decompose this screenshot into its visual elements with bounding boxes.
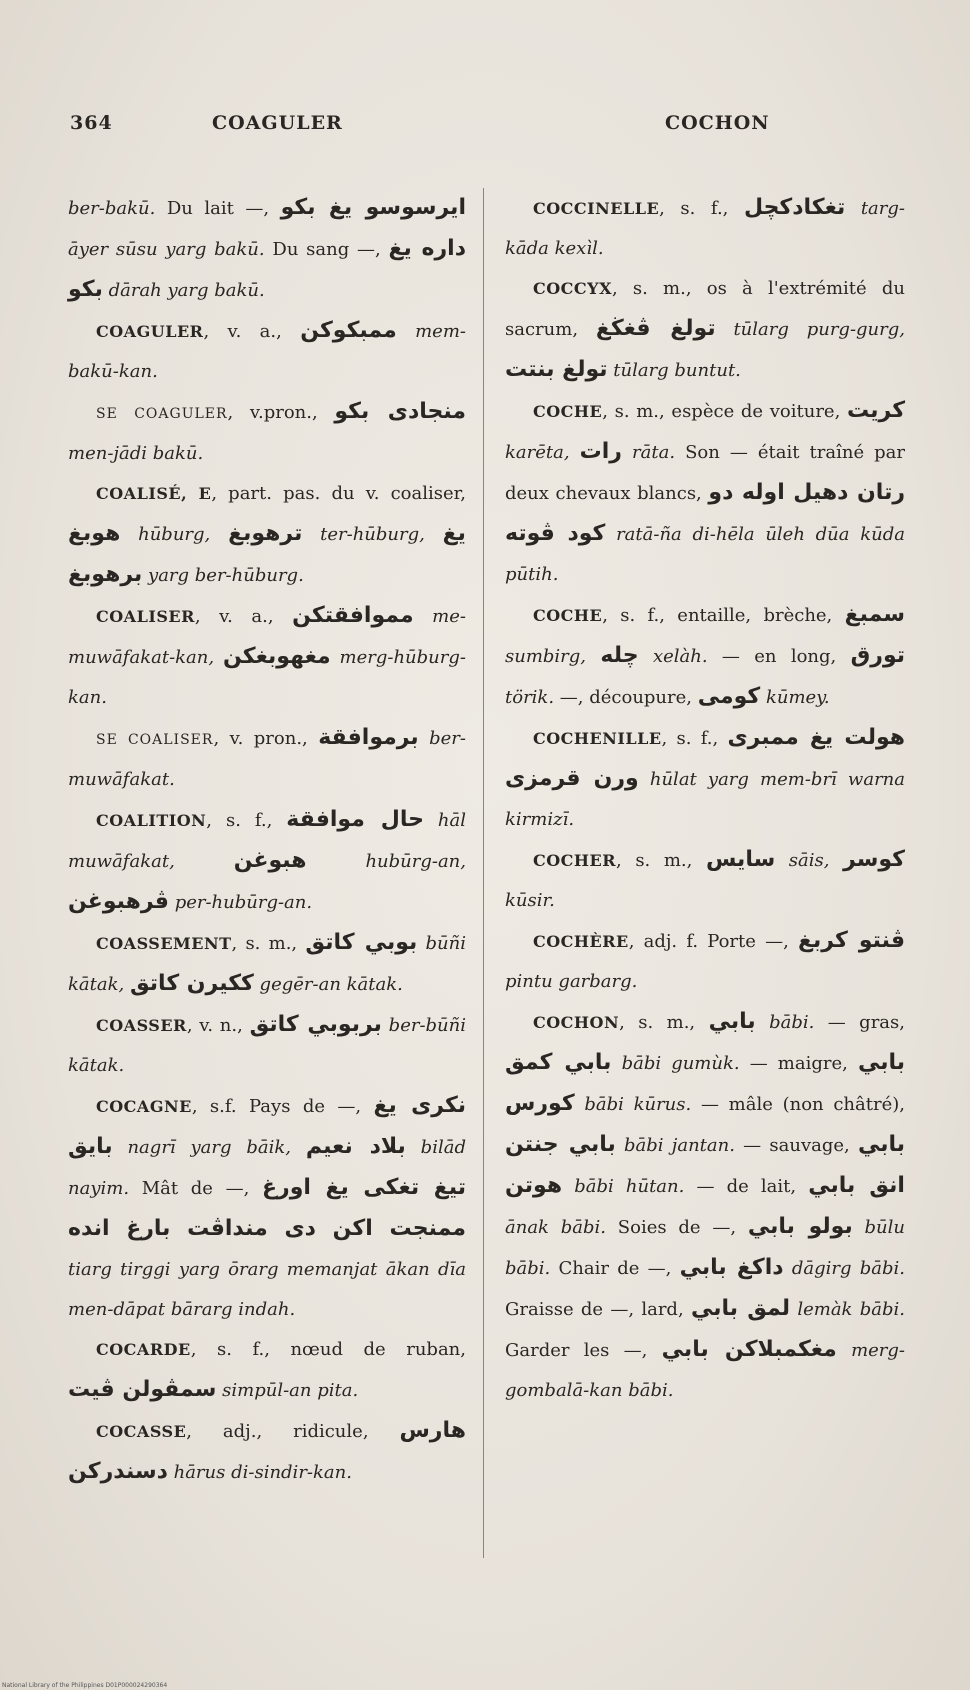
scan-footer: National Library of the Philippines D01P000024290364: [2, 1682, 168, 1689]
left-column: [68, 188, 466, 1493]
entry-cocagne: COCAGNE, s.f. Pays de —, نكرى يغ بايق nagrī yarg bāik, بلاد نعيم bilād nayim. Mât de —, تيغ تغکى يغ اورغ ممنجت اكن دى منداڤت بارغ انده tiarg tirggi yarg ōrarg memanjat ākan dīa men-dāpat bārarg indah.: [68, 1093, 466, 1320]
column-divider: [483, 188, 484, 1558]
entry-coaguler: COAGULER, v. a., ممبكوكن mem-bakū-kan.: [68, 318, 466, 382]
entry-se-coaguler: SE COAGULER, v.pron., منجادى بكو men-jādi bakū.: [68, 399, 466, 464]
entry-cochenille: COCHENILLE, s. f., هولت يغ ممبرى ورن قرمزى hūlat yarg mem-brī warna kirmizī.: [505, 725, 906, 830]
entry-coccinelle: COCCINELLE, s. f., تغكادكچل targ-kāda kexìl.: [505, 195, 905, 259]
entry-cocher: COCHER, s. m., سايس sāis, كوسر kūsir.: [505, 847, 905, 911]
entry-coche-m: COCHE, s. m., espèce de voiture, كريت karēta, رات rāta. Son — était traîné par deux chevaux blancs, رتان دهيل اوله دو كود ڤوته ratā-ña di-hēla ūleh dūa kūda pūtih.: [505, 398, 906, 585]
entry-coasser: COASSER, v. n., بربوبي كاتق ber-būñi kātak.: [68, 1012, 466, 1076]
entry-coassement: COASSEMENT, s. m., بوبي كاتق būñi kātak, ککيرن كاتق gegēr-an kātak.: [68, 930, 466, 996]
entry-coaguler-cont: ber-bakū. Du lait —, ايرسوسو يغ بكو āyer sūsu yarg bakū. Du sang —, داره يغ بكو dārah yarg bakū.: [68, 195, 466, 302]
entry-coalition: COALITION, s. f., حال موافقة hāl muwāfakat, هبوغن hubūrg-an, ڤرهبوغن per-hubūrg-an.: [68, 807, 466, 914]
entry-cocasse: COCASSE, adj., ridicule, هارس دسندركن hārus di-sindir-kan.: [68, 1418, 466, 1484]
entry-cochon: COCHON, s. m., بابي bābi. — gras, بابي كمق bābi gumùk. — maigre, بابي كورس bābi kūrus. — mâle (non châtré), بابي جنتن bābi jantan. — sauvage, بابي هوتن bābi hūtan. — de lait, انق بابي ānak bābi. Soies de —, بولو بابي būlu bābi. Chair de —, داكغ بابي dāgirg bābi. Graisse de —, lard, لمق بابي lemàk bābi. Garder les —, مغكمبلاكن بابي merg-gombalā-kan bābi.: [505, 1009, 906, 1401]
entry-se-coaliser: SE COALISER, v. pron., برموافقة ber-muwāfakat.: [68, 725, 466, 790]
running-head-right: COCHON: [665, 112, 770, 134]
right-column: [505, 188, 905, 1411]
entry-cochere: COCHÈRE, adj. f. Porte —, ڤنتو كربغ pintu garbarg.: [505, 928, 905, 992]
entry-coche-f: COCHE, s. f., entaille, brèche, سمبغ sumbirg, چله xelàh. — en long, تورق törik. —, découpure, كومى kūmey.: [505, 602, 905, 709]
entry-coaliser: COALISER, v. a., مموافقتكن me-muwāfakat-kan, مغهوبغكن merg-hūburg-kan.: [68, 603, 466, 708]
entry-coccyx: COCCYX, s. m., os à l'extrémité du sacrum, تولغ ڤغڬغ tūlarg purg-gurg, تولغ بنتت tūlarg buntut.: [505, 278, 905, 382]
page-number: 364: [70, 112, 113, 134]
entry-coalise: COALISÉ, E, part. pas. du v. coaliser, هوبغ hūburg, ترهوبغ ter-hūburg, يغ برهوبغ yarg ber-hūburg.: [68, 483, 467, 587]
entry-cocarde: COCARDE, s. f., nœud de ruban, سمڤولن ڤيت simpūl-an pita.: [68, 1339, 466, 1402]
running-head-left: COAGULER: [212, 112, 343, 134]
